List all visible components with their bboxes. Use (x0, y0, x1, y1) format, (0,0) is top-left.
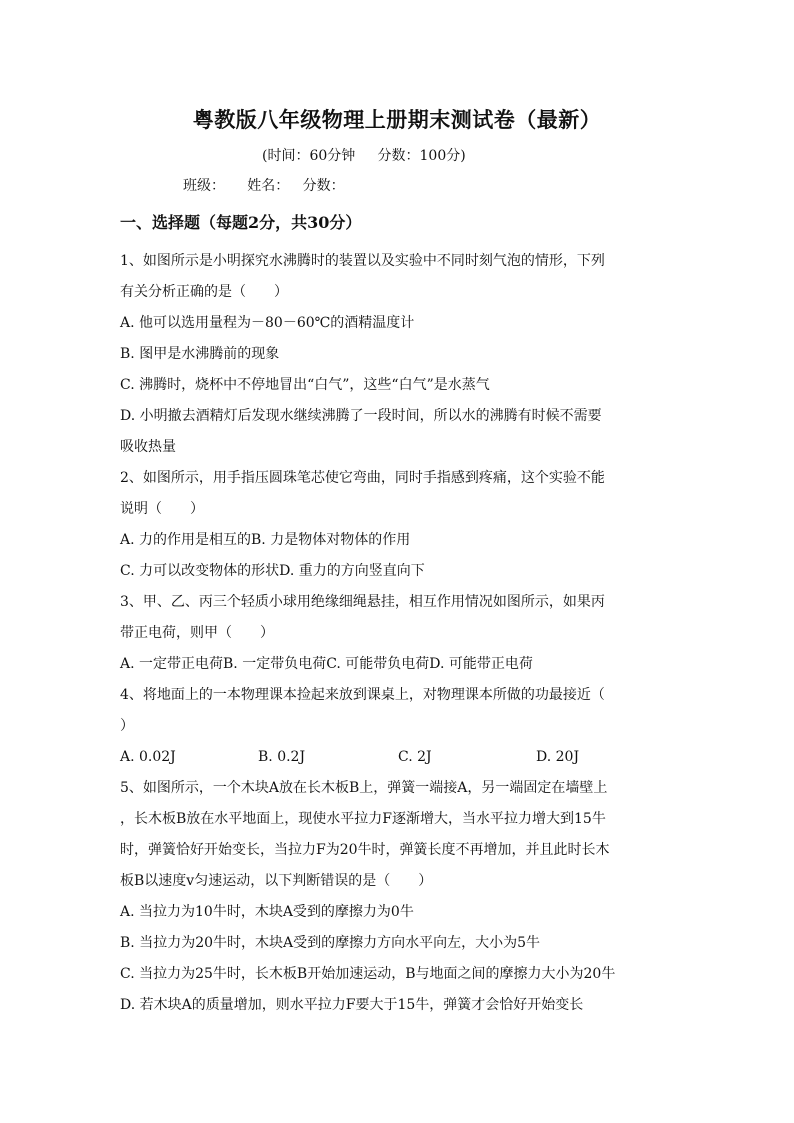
q4-option-c: C. 2J (398, 749, 432, 765)
student-info-line: 班级： 姓名： 分数： (183, 178, 345, 194)
q3-stem-line1: 3、甲、乙、丙三个轻质小球用绝缘细绳悬挂，相互作用情况如图所示，如果丙 (120, 594, 605, 610)
q4-stem-line1: 4、将地面上的一本物理课本捡起来放到课桌上，对物理课本所做的功最接近（ (120, 687, 605, 703)
q5-option-c: C. 当拉力为25牛时，长木板B开始加速运动，B与地面之间的摩擦力大小为20牛 (120, 966, 616, 982)
q5-stem-line3: 时，弹簧恰好开始变长，当拉力F为20牛时，弹簧长度不再增加，并且此时长木 (120, 842, 610, 858)
q4-stem-line2: ） (120, 718, 134, 734)
q3-stem-line2: 带正电荷，则甲（ ） (120, 625, 274, 641)
q2-stem-line2: 说明（ ） (120, 501, 204, 517)
q3-options: A. 一定带正电荷B. 一定带负电荷C. 可能带负电荷D. 可能带正电荷 (120, 656, 533, 672)
q2-options-cd: C. 力可以改变物体的形状D. 重力的方向竖直向下 (120, 563, 425, 579)
q1-option-d-line2: 吸收热量 (120, 439, 176, 455)
q5-option-d: D. 若木块A的质量增加，则水平拉力F要大于15牛，弹簧才会恰好开始变长 (120, 997, 584, 1013)
q5-option-a: A. 当拉力为10牛时，木块A受到的摩擦力为0牛 (120, 904, 414, 920)
q1-option-a: A. 他可以选用量程为－80－60℃的酒精温度计 (120, 315, 415, 331)
q5-stem-line4: 板B以速度v匀速运动，以下判断错误的是（ ） (120, 873, 433, 889)
q4-option-b: B. 0.2J (258, 749, 306, 765)
section-heading: 一、选择题（每题2分，共30分） (120, 213, 362, 232)
q5-option-b: B. 当拉力为20牛时，木块A受到的摩擦力方向水平向左，大小为5牛 (120, 935, 541, 951)
exam-info: (时间：60分钟 分数：100分) (262, 148, 466, 164)
q1-option-d-line1: D. 小明撤去酒精灯后发现水继续沸腾了一段时间，所以水的沸腾有时候不需要 (120, 408, 602, 424)
q5-stem-line2: ，长木板B放在水平地面上，现使水平拉力F逐渐增大，当水平拉力增大到15牛 (120, 811, 606, 827)
q1-option-c: C. 沸腾时，烧杯中不停地冒出“白气”，这些“白气”是水蒸气 (120, 377, 490, 393)
q2-options-ab: A. 力的作用是相互的B. 力是物体对物体的作用 (120, 532, 411, 548)
q1-option-b: B. 图甲是水沸腾前的现象 (120, 346, 280, 362)
q2-stem-line1: 2、如图所示，用手指压圆珠笔芯使它弯曲，同时手指感到疼痛，这个实验不能 (120, 470, 605, 486)
page-title: 粤教版八年级物理上册期末测试卷（最新） (192, 107, 602, 132)
q5-stem-line1: 5、如图所示，一个木块A放在长木板B上，弹簧一端接A，另一端固定在墙壁上 (120, 780, 608, 796)
q1-stem-line1: 1、如图所示是小明探究水沸腾时的装置以及实验中不同时刻气泡的情形，下列 (120, 253, 605, 269)
question-list (120, 246, 680, 1021)
q4-options (120, 742, 680, 773)
q1-stem-line2: 有关分析正确的是（ ） (120, 284, 288, 300)
q4-option-a: A. 0.02J (120, 749, 176, 765)
q4-option-d: D. 20J (536, 749, 580, 765)
